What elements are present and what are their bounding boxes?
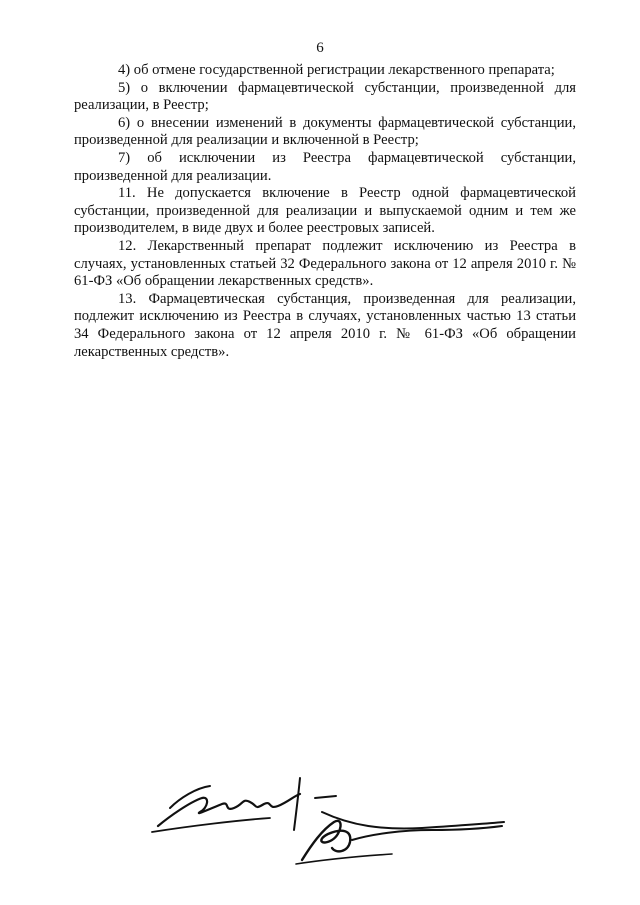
list-item-4: 4) об отмене государственной регистрации лекарственного препарата; <box>118 62 555 78</box>
signature-scribble-2 <box>292 800 512 870</box>
page-number: 6 <box>316 40 324 56</box>
document-body <box>74 62 576 361</box>
list-item-5: 5) о включении фармацевтической субстанции, произведенной для реализации, в Реестр; <box>74 79 576 114</box>
list-item-7: 7) об исключении из Реестра фармацевтической субстанции, произведенной для реализации. <box>74 149 576 184</box>
list-item-6: 6) о внесении изменений в документы фармацевтической субстанции, произведенной для реализации и включенной в Реестр; <box>74 114 576 149</box>
clause-12: 12. Лекарственный препарат подлежит исключению из Реестра в случаях, установленных статьей 32 Федерального закона от 12 апреля 2010 г. № 61-ФЗ «Об обращении лекарственных средств». <box>74 237 576 290</box>
clause-11: 11. Не допускается включение в Реестр одной фармацевтической субстанции, произведенной для реализации и выпускаемой одним и тем же производителем, в виде двух и более реестровых записей. <box>74 185 576 237</box>
clause-13: 13. Фармацевтическая субстанция, произведенная для реализации, подлежит исключению из Реестра в случаях, установленных частью 13 статьи 34 Федерального закона от 12 апреля 2010 г. № 61-ФЗ «Об обращении лекарственных средств». <box>74 290 576 360</box>
